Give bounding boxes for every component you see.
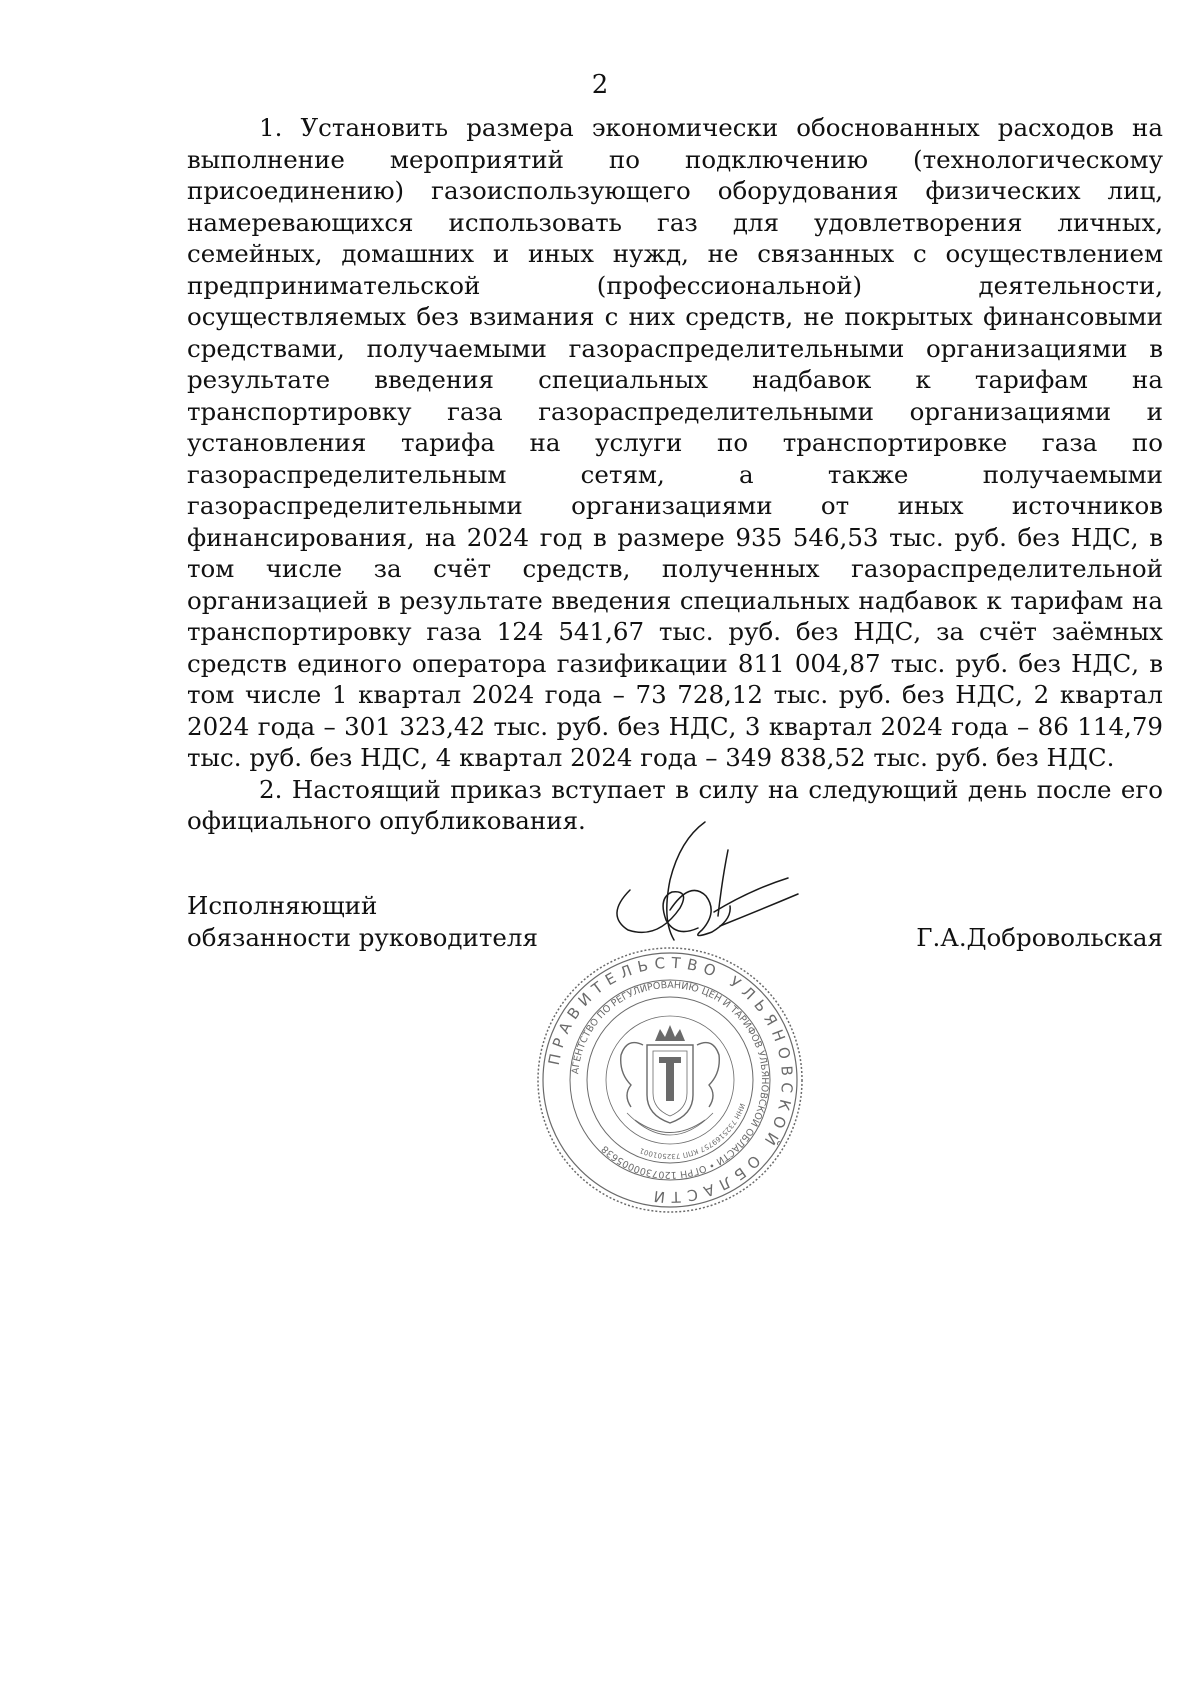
seal-outer-text: ПРАВИТЕЛЬСТВО УЛЬЯНОВСКОЙ ОБЛАСТИ: [544, 953, 797, 1207]
handwritten-signature: [610, 820, 800, 990]
coat-of-arms-icon: [621, 1025, 720, 1135]
page-number: 2: [591, 70, 609, 100]
document-body: [187, 112, 1163, 837]
paragraph-1: 1. Установить размера экономически обоснованных расходов на выполнение мероприятий по подключению (технологическому присоединению) газоиспользующего оборудования физических лиц, намеревающихся использовать газ для удовлетворения личных, семейных, домашних и иных нужд, не связанных с осуществлением предпринимательской (профессиональной) деятельности, осуществляемых без взимания с них средств, не покрытых финансовыми средствами, получаемыми газораспределительными организациями в результате введения специальных надбавок к тарифам на транспортировку газа газораспределительными организациями и установления тарифа на услуги по транспортировке газа по газораспределительным сетям, а также получаемыми газораспределительными организациями от иных источников финансирования, на 2024 год в размере 935 546,53 тыс. руб. без НДС, в том числе за счёт средств, полученных газораспределительной организацией в результате введения специальных надбавок к тарифам на транспортировку газа 124 541,67 тыс. руб. без НДС, за счёт заёмных средств единого оператора газификации 811 004,87 тыс. руб. без НДС, в том числе 1 квартал 2024 года – 73 728,12 тыс. руб. без НДС, 2 квартал 2024 года – 301 323,42 тыс. руб. без НДС, 3 квартал 2024 года – 86 114,79 тыс. руб. без НДС, 4 квартал 2024 года – 349 838,52 тыс. руб. без НДС.: [187, 113, 1163, 772]
paragraph-2: 2. Настоящий приказ вступает в силу на следующий день после его официального опубликования.: [187, 774, 1163, 835]
seal-id-text: ИНН 7325169757 КПП 732501001: [638, 1102, 747, 1161]
seal-inner-text: АГЕНТСТВО ПО РЕГУЛИРОВАНИЮ ЦЕН И ТАРИФОВ УЛЬЯНОВСКОЙ ОБЛАСТИ • ОГРН 1207300005638: [570, 979, 771, 1181]
signer-title: Исполняющий обязанности руководителя: [187, 891, 538, 952]
signer-name: Г.А.Добровольская: [916, 923, 1163, 952]
